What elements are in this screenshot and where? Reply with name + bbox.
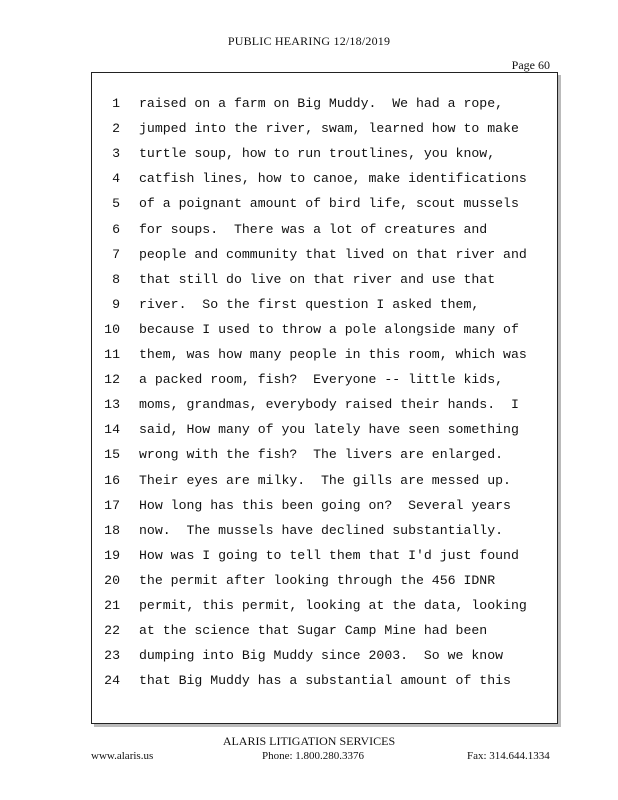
line-number: 14	[104, 422, 120, 438]
transcript-line	[92, 417, 557, 442]
line-text: because I used to throw a pole alongside many of	[139, 321, 519, 337]
line-text: them, was how many people in this room, which was	[139, 347, 527, 362]
line-number: 16	[104, 472, 120, 488]
line-text: people and community that lived on that river and	[139, 246, 527, 262]
transcript-line	[92, 518, 557, 543]
line-number: 20	[104, 572, 120, 588]
transcript-line	[92, 191, 557, 216]
line-number: 12	[104, 372, 120, 388]
line-number: 15	[104, 447, 120, 463]
line-number: 6	[112, 221, 120, 237]
transcript-line	[92, 593, 557, 618]
transcript-line	[92, 292, 557, 317]
line-text: How was I going to tell them that I'd just found	[139, 547, 519, 563]
footer-website: www.alaris.us	[91, 750, 154, 762]
line-text: permit, this permit, looking at the data, looking	[139, 598, 527, 613]
line-text: now. The mussels have declined substantially.	[139, 522, 504, 538]
line-number: 17	[104, 497, 120, 513]
line-number: 13	[104, 397, 120, 413]
transcript-line	[92, 242, 557, 267]
line-number: 7	[112, 246, 120, 262]
line-text: dumping into Big Muddy since 2003. So we know	[139, 648, 504, 664]
line-number: 23	[104, 648, 120, 664]
line-text: turtle soup, how to run troutlines, you know,	[139, 146, 496, 162]
transcript-line	[92, 618, 557, 643]
footer-fax: Fax: 314.644.1334	[467, 750, 550, 762]
transcript-line	[92, 643, 557, 668]
transcript-line	[92, 468, 557, 493]
line-text: wrong with the fish? The livers are enlarged.	[139, 447, 504, 463]
line-text: that still do live on that river and use that	[139, 271, 496, 287]
footer-company: ALARIS LITIGATION SERVICES	[222, 734, 396, 748]
line-number: 5	[112, 196, 120, 212]
transcript-line	[92, 568, 557, 593]
line-text: Their eyes are milky. The gills are messed up.	[139, 472, 511, 488]
transcript-line	[92, 342, 557, 367]
transcript-line	[92, 543, 557, 568]
transcript-line	[92, 217, 557, 242]
line-number: 10	[104, 321, 120, 337]
transcript-line	[92, 493, 557, 518]
line-number: 8	[112, 271, 120, 287]
line-text: the permit after looking through the 456 IDNR	[139, 572, 496, 588]
line-text: for soups. There was a lot of creatures and	[139, 221, 488, 237]
line-text: river. So the first question I asked them,	[139, 296, 480, 312]
transcript-line	[92, 668, 557, 693]
transcript-line	[92, 267, 557, 292]
line-text: that Big Muddy has a substantial amount of this	[139, 673, 511, 689]
line-number: 22	[104, 623, 120, 639]
line-number: 24	[104, 673, 120, 689]
line-text: a packed room, fish? Everyone -- little kids,	[139, 372, 504, 388]
line-text: of a poignant amount of bird life, scout mussels	[139, 196, 519, 212]
transcript-line	[92, 116, 557, 141]
line-text: How long has this been going on? Several years	[139, 497, 511, 513]
transcript-line	[92, 317, 557, 342]
transcript-line	[92, 442, 557, 467]
line-number: 9	[112, 296, 120, 312]
line-text: catfish lines, how to canoe, make identifications	[139, 171, 527, 187]
line-number: 19	[104, 547, 120, 563]
line-number: 1	[112, 96, 120, 111]
line-text: at the science that Sugar Camp Mine had been	[139, 623, 488, 639]
page-number: Page 60	[511, 58, 550, 72]
line-text: moms, grandmas, everybody raised their hands. I	[139, 397, 519, 413]
transcript-line	[92, 166, 557, 191]
transcript-line	[92, 367, 557, 392]
line-number: 4	[112, 171, 120, 187]
line-number: 18	[104, 522, 120, 538]
transcript-frame	[91, 72, 558, 724]
header-title: PUBLIC HEARING 12/18/2019	[227, 34, 391, 48]
line-text: raised on a farm on Big Muddy. We had a rope,	[139, 96, 504, 111]
line-number: 2	[112, 121, 120, 137]
transcript-line	[92, 141, 557, 166]
line-text: said, How many of you lately have seen something	[139, 422, 519, 438]
transcript-line	[92, 91, 557, 116]
footer-phone: Phone: 1.800.280.3376	[262, 750, 365, 762]
transcript-line	[92, 392, 557, 417]
line-text: jumped into the river, swam, learned how to make	[139, 121, 519, 137]
line-number: 11	[104, 347, 120, 362]
line-number: 21	[104, 598, 120, 613]
line-number: 3	[112, 146, 120, 162]
